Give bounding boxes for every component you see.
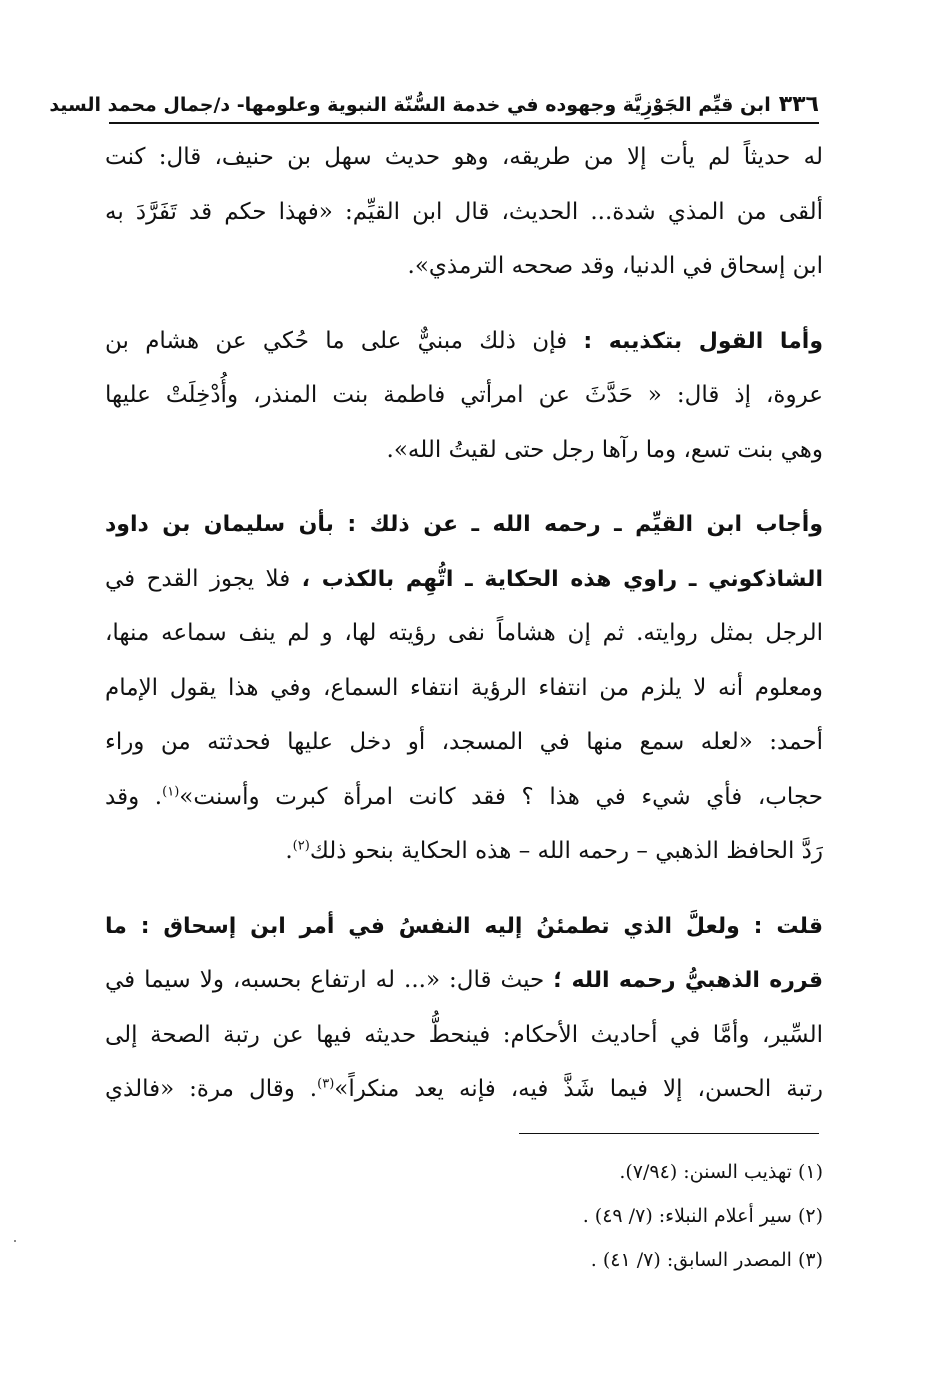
bold-phrase: قلت : ولعلَّ الذي تطمئنُ إليه النفسُ في أمر ابن إسحاق : ما <box>105 913 823 939</box>
text-line: الرجل بمثل روايته. ثم إن هشاماً نفى رؤيته لها، و لم ينف سماعه منها، <box>105 620 823 646</box>
text-line: رتبة الحسن، إلا فيما شَذَّ فيه، فإنه يعد منكراً»$^{(٣)}$. وقال مرة: «فالذي <box>105 1076 823 1102</box>
text-line: حجاب، فأي شيء في هذا ؟ فقد كانت امرأة كبرت وأسنت»$^{(١)}$. وقد <box>105 783 823 810</box>
footnote-ref[interactable]: (١) <box>162 783 180 799</box>
text-line: ومعلوم أنه لا يلزم من انتفاء الرؤية انتفاء السماع، وفي هذا يقول الإمام <box>105 674 823 701</box>
page-body <box>105 130 823 1117</box>
footnote: (٢) سير أعلام النبلاء: (٧/ ٤٩) . <box>582 1205 823 1227</box>
footnote-ref[interactable]: (٢) <box>292 838 310 854</box>
footnote-ref[interactable]: (٣) <box>317 1076 335 1092</box>
text-line: أحمد: «لعله سمع منها في المسجد، أو دخل عليها فحدثته من وراء <box>105 729 823 755</box>
paragraph <box>105 314 823 478</box>
bold-phrase: الشاذكوني ـ راوي هذه الحكاية ـ اتُّهِم بالكذب ، <box>301 566 823 592</box>
paragraph <box>105 130 823 294</box>
scan-speck <box>14 1240 16 1242</box>
footnote: (٣) المصدر السابق: (٧/ ٤١) . <box>590 1249 823 1271</box>
text-line: الشاذكوني ـ راوي هذه الحكاية ـ اتُّهِم بالكذب ، فلا يجوز القدح في <box>105 565 823 592</box>
footnote: (١) تهذيب السنن: (٧/٩٤). <box>619 1161 823 1183</box>
text-line <box>105 497 823 552</box>
page-header <box>49 86 819 124</box>
footnote-separator <box>519 1133 819 1134</box>
paragraph <box>105 899 823 1117</box>
text-line: السِّير، وأمَّا في أحاديث الأحكام: فينحطُّ حديثه فيها عن رتبة الصحة إلى <box>105 1021 823 1048</box>
bold-phrase: وأما القول بتكذيبه : <box>583 328 823 354</box>
text-line: له حديثاً لم يأت إلا من طريقه، وهو حديث سهل بن حنيف، قال: كنت <box>105 144 823 170</box>
bold-phrase: وأجاب ابن القيِّم ـ رحمه الله ـ عن ذلك : بأن سليمان بن داود <box>105 512 823 537</box>
text-line: وأما القول بتكذيبه : فإن ذلك مبنيٌّ على ما حُكي عن هشام بن <box>105 327 823 354</box>
bold-phrase: قرره الذهبيُّ رحمه الله ؛ <box>553 968 823 993</box>
text-line: قرره الذهبيُّ رحمه الله ؛ حيث قال: «... له ارتفاع بحسبه، ولا سيما في <box>105 967 823 993</box>
paragraph <box>105 497 823 879</box>
text-line <box>105 899 823 954</box>
footnotes <box>105 1150 823 1282</box>
text-line: رَدَّ الحافظ الذهبي – رحمه الله – هذه الحكاية بنحو ذلك$^{(٢)}$. <box>285 838 823 864</box>
page-number: ٣٣٦ <box>778 92 819 117</box>
text-line: وهي بنت تسع، وما رآها رجل حتى لقيتُ الله». <box>386 436 823 463</box>
text-line: ابن إسحاق في الدنيا، وقد صححه الترمذي». <box>407 253 823 279</box>
running-title: ابن قيِّم الجَوْزِيَّة وجهوده في خدمة السُّنّة النبوية وعلومها- د/جمال محمد السيد <box>49 94 771 116</box>
text-line: عروة، إذ قال: « حَدَّثَ عن امرأتي فاطمة بنت المنذر، وأُدْخِلَتْ عليها <box>105 382 823 408</box>
text-line: ألقى من المذي شدة... الحديث، قال ابن القيِّم: «فهذا حكم قد تَفَرَّدَ به <box>105 198 823 225</box>
